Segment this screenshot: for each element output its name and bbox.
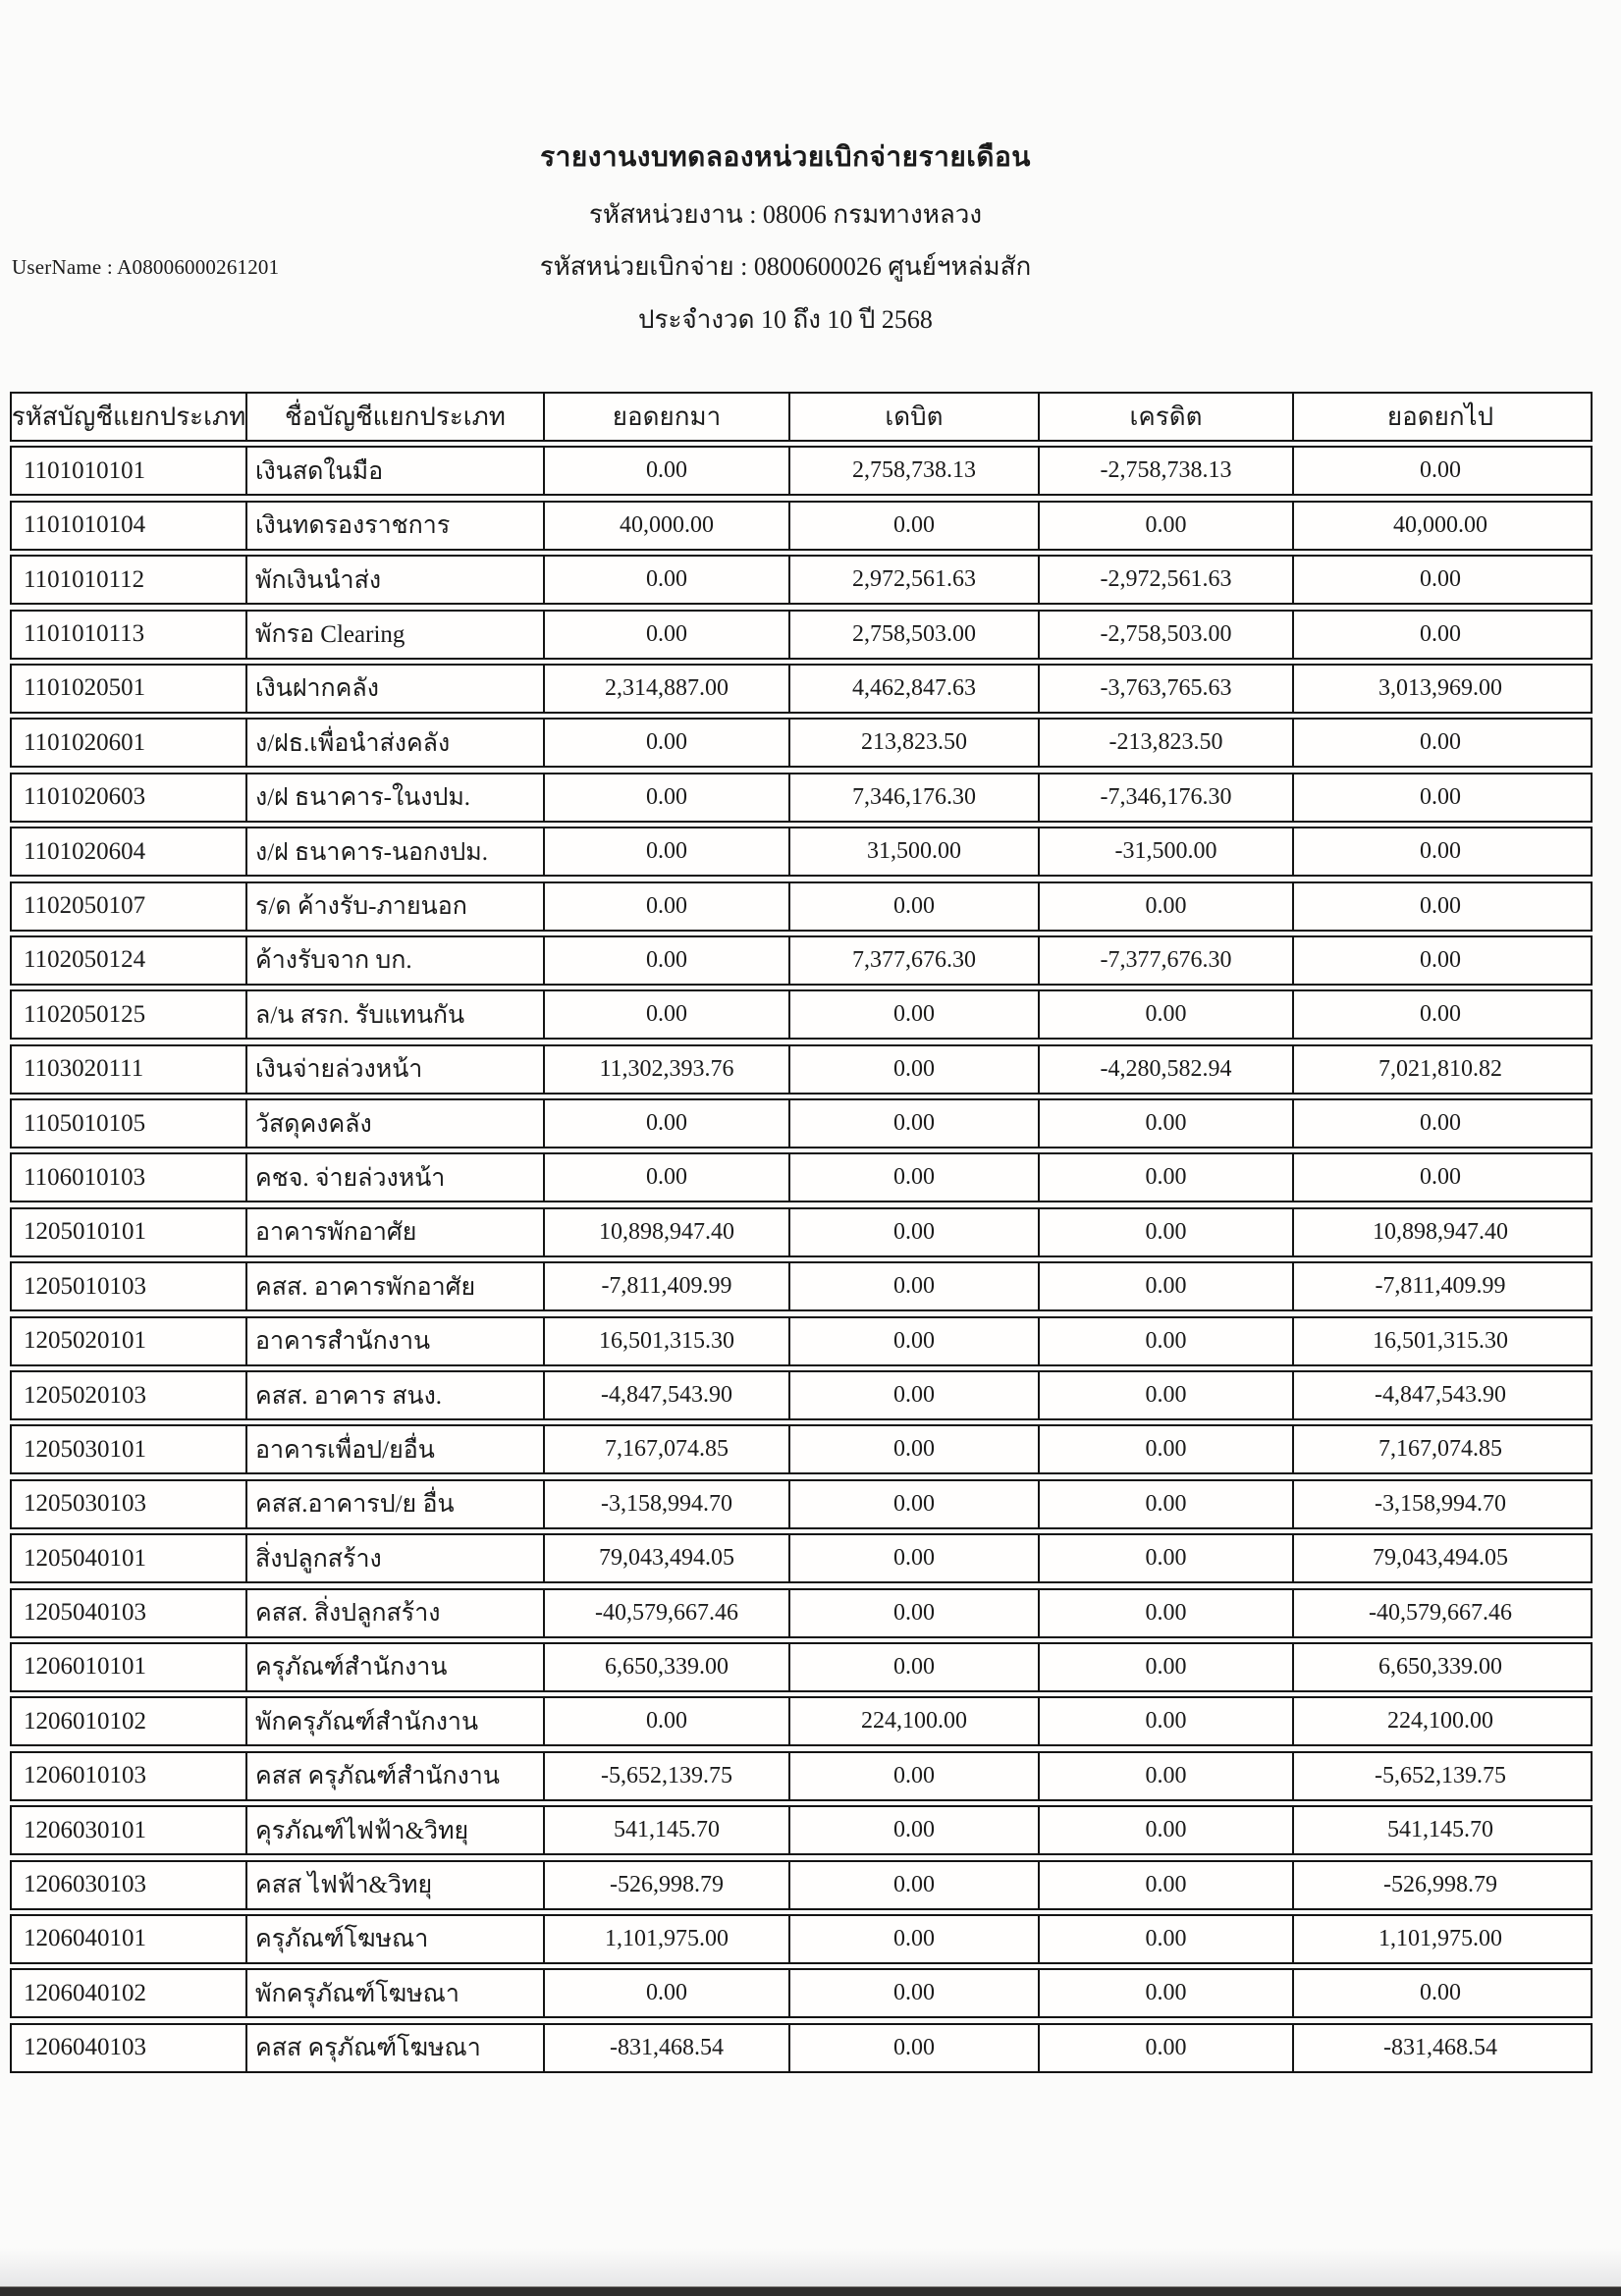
debit-cell: 0.00	[788, 1372, 1038, 1418]
credit-cell: 0.00	[1038, 1481, 1292, 1527]
credit-cell: -3,763,765.63	[1038, 666, 1292, 712]
credit-cell: 0.00	[1038, 883, 1292, 930]
carried-forward-cell: 40,000.00	[1292, 503, 1587, 549]
account-code-cell: 1102050107	[24, 892, 146, 920]
debit-cell: 0.00	[788, 1970, 1038, 2016]
debit-cell: 0.00	[788, 1154, 1038, 1201]
debit-cell: 0.00	[788, 1209, 1038, 1255]
credit-cell: 0.00	[1038, 1753, 1292, 1799]
account-code-cell: 1102050124	[24, 946, 146, 974]
account-code-cell: 1103020111	[24, 1055, 144, 1083]
debit-cell: 0.00	[788, 1916, 1038, 1962]
account-name-cell: เงินจ่ายล่วงหน้า	[245, 1046, 543, 1093]
account-name-cell: วัสดุคงคลัง	[245, 1100, 543, 1147]
carried-forward-cell: -5,652,139.75	[1292, 1753, 1587, 1799]
account-name-cell: ง/ฝ ธนาคาร-ในงปม.	[245, 774, 543, 821]
period-line: ประจำงวด 10 ถึง 10 ปี 2568	[638, 305, 933, 334]
carried-forward-cell: 0.00	[1292, 720, 1587, 766]
carried-forward-cell: 541,145.70	[1292, 1807, 1587, 1853]
debit-cell: 0.00	[788, 1481, 1038, 1527]
debit-cell: 0.00	[788, 1100, 1038, 1147]
credit-cell: -213,823.50	[1038, 720, 1292, 766]
account-code-cell: 1205040103	[24, 1599, 146, 1627]
credit-cell: 0.00	[1038, 1426, 1292, 1472]
carried-forward-cell: -526,998.79	[1292, 1862, 1587, 1908]
carried-forward-cell: 6,650,339.00	[1292, 1644, 1587, 1690]
brought-forward-cell: 0.00	[543, 720, 788, 766]
carried-forward-cell: -4,847,543.90	[1292, 1372, 1587, 1418]
table-row	[10, 1424, 1593, 1474]
brought-forward-cell: 16,501,315.30	[543, 1318, 788, 1364]
account-code-cell: 1205020101	[24, 1327, 146, 1355]
brought-forward-cell: 79,043,494.05	[543, 1535, 788, 1581]
credit-cell: 0.00	[1038, 1372, 1292, 1418]
debit-cell: 0.00	[788, 1644, 1038, 1690]
account-name-cell: พักครุภัณฑ์สำนักงาน	[245, 1698, 543, 1744]
brought-forward-cell: 0.00	[543, 991, 788, 1038]
debit-cell: 7,377,676.30	[788, 937, 1038, 984]
table-row	[10, 827, 1593, 877]
account-name-cell: คสส.อาคารป/ย อื่น	[245, 1481, 543, 1527]
table-row	[10, 1207, 1593, 1257]
carried-forward-cell: 0.00	[1292, 448, 1587, 494]
account-name-cell: ครุภัณฑ์สำนักงาน	[245, 1644, 543, 1690]
account-name-cell: ค้างรับจาก บก.	[245, 937, 543, 984]
credit-cell: -4,280,582.94	[1038, 1046, 1292, 1093]
carried-forward-cell: 0.00	[1292, 1154, 1587, 1201]
credit-cell: 0.00	[1038, 1807, 1292, 1853]
debit-cell: 0.00	[788, 1753, 1038, 1799]
column-header-debit: เดบิต	[788, 394, 1038, 440]
table-row	[10, 1642, 1593, 1692]
credit-cell: -2,758,738.13	[1038, 448, 1292, 494]
table-row	[10, 501, 1593, 551]
table-row	[10, 1370, 1593, 1420]
account-name-cell: คสส ครุภัณฑ์โฆษณา	[245, 2025, 543, 2071]
table-row	[10, 1044, 1593, 1095]
account-code-cell: 1205010101	[24, 1218, 146, 1246]
table-row	[10, 1261, 1593, 1311]
account-code-cell: 1206040103	[24, 2034, 146, 2061]
account-name-cell: คชจ. จ่ายล่วงหน้า	[245, 1154, 543, 1201]
account-name-cell: เงินฝากคลัง	[245, 666, 543, 712]
account-code-cell: 1206040101	[24, 1925, 146, 1952]
table-body	[10, 446, 1593, 2072]
brought-forward-cell: -526,998.79	[543, 1862, 788, 1908]
debit-cell: 0.00	[788, 991, 1038, 1038]
debit-cell: 0.00	[788, 883, 1038, 930]
account-name-cell: คุรภัณฑ์ไฟฟ้า&วิทยุ	[245, 1807, 543, 1853]
debit-cell: 31,500.00	[788, 828, 1038, 875]
debit-cell: 2,758,503.00	[788, 612, 1038, 658]
account-name-cell: พักเงินนำส่ง	[245, 557, 543, 603]
account-code-cell: 1205040101	[24, 1544, 146, 1572]
carried-forward-cell: -3,158,994.70	[1292, 1481, 1587, 1527]
carried-forward-cell: 3,013,969.00	[1292, 666, 1587, 712]
account-name-cell: อาคารเพื่อป/ยอื่น	[245, 1426, 543, 1472]
credit-cell: 0.00	[1038, 1154, 1292, 1201]
carried-forward-cell: 0.00	[1292, 1970, 1587, 2016]
debit-cell: 2,758,738.13	[788, 448, 1038, 494]
account-code-cell: 1206030103	[24, 1871, 146, 1898]
account-code-cell: 1206030101	[24, 1816, 146, 1843]
brought-forward-cell: 6,650,339.00	[543, 1644, 788, 1690]
debit-cell: 0.00	[788, 1318, 1038, 1364]
table-row	[10, 881, 1593, 932]
column-header-brought-forward: ยอดยกมา	[543, 394, 788, 440]
column-header-account-name: ชื่อบัญชีแยกประเภท	[245, 394, 543, 440]
table-row	[10, 1533, 1593, 1583]
column-header-credit: เครดิต	[1038, 394, 1292, 440]
credit-cell: 0.00	[1038, 1590, 1292, 1636]
debit-cell: 0.00	[788, 1046, 1038, 1093]
brought-forward-cell: -3,158,994.70	[543, 1481, 788, 1527]
account-name-cell: เงินทดรองราชการ	[245, 503, 543, 549]
debit-cell: 213,823.50	[788, 720, 1038, 766]
scan-shadow-artifact	[0, 2248, 1621, 2287]
account-code-cell: 1205020103	[24, 1381, 146, 1409]
account-name-cell: คสส ไฟฟ้า&วิทยุ	[245, 1862, 543, 1908]
debit-cell: 0.00	[788, 1862, 1038, 1908]
account-name-cell: ง/ฝ ธนาคาร-นอกงปม.	[245, 828, 543, 875]
table-row	[10, 989, 1593, 1040]
table-row	[10, 610, 1593, 660]
credit-cell: 0.00	[1038, 503, 1292, 549]
carried-forward-cell: 0.00	[1292, 991, 1587, 1038]
credit-cell: 0.00	[1038, 1644, 1292, 1690]
brought-forward-cell: 0.00	[543, 1698, 788, 1744]
credit-cell: 0.00	[1038, 1318, 1292, 1364]
table-row	[10, 1479, 1593, 1529]
account-name-cell: ง/ฝธ.เพื่อนำส่งคลัง	[245, 720, 543, 766]
account-name-cell: ล/น สรก. รับแทนกัน	[245, 991, 543, 1038]
account-name-cell: ครุภัณฑ์โฆษณา	[245, 1916, 543, 1962]
brought-forward-cell: -5,652,139.75	[543, 1753, 788, 1799]
account-name-cell: คสส ครุภัณฑ์สำนักงาน	[245, 1753, 543, 1799]
credit-cell: 0.00	[1038, 2025, 1292, 2071]
debit-cell: 2,972,561.63	[788, 557, 1038, 603]
trial-balance-table	[10, 392, 1593, 2077]
credit-cell: 0.00	[1038, 1535, 1292, 1581]
column-header-account-code: รหัสบัญชีแยกประเภท	[12, 402, 245, 431]
scanner-edge-artifact	[0, 2286, 1621, 2296]
table-row	[10, 935, 1593, 986]
credit-cell: -7,346,176.30	[1038, 774, 1292, 821]
carried-forward-cell: 79,043,494.05	[1292, 1535, 1587, 1581]
debit-cell: 0.00	[788, 1263, 1038, 1309]
account-name-cell: พักรอ Clearing	[245, 612, 543, 658]
table-row	[10, 1696, 1593, 1746]
brought-forward-cell: -831,468.54	[543, 2025, 788, 2071]
username-label: UserName : A08006000261201	[12, 255, 280, 279]
account-code-cell: 1101010112	[24, 565, 145, 593]
credit-cell: 0.00	[1038, 1263, 1292, 1309]
carried-forward-cell: 16,501,315.30	[1292, 1318, 1587, 1364]
carried-forward-cell: 10,898,947.40	[1292, 1209, 1587, 1255]
brought-forward-cell: 0.00	[543, 557, 788, 603]
credit-cell: 0.00	[1038, 1209, 1292, 1255]
debit-cell: 0.00	[788, 1426, 1038, 1472]
carried-forward-cell: 224,100.00	[1292, 1698, 1587, 1744]
account-name-cell: เงินสดในมือ	[245, 448, 543, 494]
carried-forward-cell: 1,101,975.00	[1292, 1916, 1587, 1962]
credit-cell: 0.00	[1038, 1916, 1292, 1962]
brought-forward-cell: 7,167,074.85	[543, 1426, 788, 1472]
carried-forward-cell: 7,021,810.82	[1292, 1046, 1587, 1093]
table-row	[10, 718, 1593, 768]
table-row	[10, 1588, 1593, 1638]
account-name-cell: สิ่งปลูกสร้าง	[245, 1535, 543, 1581]
brought-forward-cell: 10,898,947.40	[543, 1209, 788, 1255]
table-row	[10, 1860, 1593, 1910]
table-row	[10, 555, 1593, 605]
credit-cell: 0.00	[1038, 1862, 1292, 1908]
debit-cell: 0.00	[788, 1535, 1038, 1581]
brought-forward-cell: -4,847,543.90	[543, 1372, 788, 1418]
brought-forward-cell: 1,101,975.00	[543, 1916, 788, 1962]
carried-forward-cell: 0.00	[1292, 612, 1587, 658]
account-code-cell: 1205030103	[24, 1490, 146, 1518]
account-code-cell: 1205010103	[24, 1272, 146, 1300]
table-row	[10, 1098, 1593, 1148]
brought-forward-cell: -40,579,667.46	[543, 1590, 788, 1636]
brought-forward-cell: 0.00	[543, 1154, 788, 1201]
brought-forward-cell: 0.00	[543, 828, 788, 875]
brought-forward-cell: 0.00	[543, 1100, 788, 1147]
account-code-cell: 1101010101	[24, 456, 146, 484]
account-code-cell: 1206010103	[24, 1762, 146, 1789]
table-row	[10, 446, 1593, 496]
credit-cell: -31,500.00	[1038, 828, 1292, 875]
table-row	[10, 664, 1593, 714]
account-code-cell: 1101020604	[24, 837, 146, 865]
table-row	[10, 773, 1593, 823]
brought-forward-cell: 40,000.00	[543, 503, 788, 549]
table-row	[10, 1316, 1593, 1366]
account-name-cell: อาคารพักอาศัย	[245, 1209, 543, 1255]
account-code-cell: 1105010105	[24, 1109, 146, 1137]
account-code-cell: 1101020601	[24, 728, 146, 756]
debit-cell: 7,346,176.30	[788, 774, 1038, 821]
carried-forward-cell: 0.00	[1292, 883, 1587, 930]
credit-cell: -2,972,561.63	[1038, 557, 1292, 603]
account-code-cell: 1102050125	[24, 1000, 146, 1028]
carried-forward-cell: 7,167,074.85	[1292, 1426, 1587, 1472]
credit-cell: 0.00	[1038, 1100, 1292, 1147]
brought-forward-cell: 0.00	[543, 612, 788, 658]
brought-forward-cell: 2,314,887.00	[543, 666, 788, 712]
account-code-cell: 1106010103	[24, 1163, 146, 1191]
brought-forward-cell: 541,145.70	[543, 1807, 788, 1853]
carried-forward-cell: 0.00	[1292, 828, 1587, 875]
account-name-cell: คสส. สิ่งปลูกสร้าง	[245, 1590, 543, 1636]
carried-forward-cell: -7,811,409.99	[1292, 1263, 1587, 1309]
carried-forward-cell: 0.00	[1292, 774, 1587, 821]
account-code-cell: 1101020603	[24, 783, 146, 811]
table-row	[10, 2023, 1593, 2073]
account-name-cell: ร/ด ค้างรับ-ภายนอก	[245, 883, 543, 930]
carried-forward-cell: 0.00	[1292, 1100, 1587, 1147]
account-name-cell: คสส. อาคาร สนง.	[245, 1372, 543, 1418]
account-code-cell: 1101010113	[24, 620, 145, 648]
debit-cell: 0.00	[788, 1807, 1038, 1853]
account-code-cell: 1206040102	[24, 1979, 146, 2006]
brought-forward-cell: 0.00	[543, 774, 788, 821]
table-header-row	[10, 392, 1593, 442]
credit-cell: -2,758,503.00	[1038, 612, 1292, 658]
debit-cell: 0.00	[788, 503, 1038, 549]
credit-cell: 0.00	[1038, 991, 1292, 1038]
carried-forward-cell: -40,579,667.46	[1292, 1590, 1587, 1636]
report-title: รายงานงบทดลองหน่วยเบิกจ่ายรายเดือน	[540, 142, 1031, 173]
table-row	[10, 1968, 1593, 2018]
account-code-cell: 1206010101	[24, 1653, 146, 1681]
account-code-cell: 1205030101	[24, 1435, 146, 1463]
credit-cell: 0.00	[1038, 1698, 1292, 1744]
brought-forward-cell: 0.00	[543, 448, 788, 494]
debit-cell: 0.00	[788, 1590, 1038, 1636]
account-code-cell: 1101010104	[24, 511, 146, 539]
column-header-carried-forward: ยอดยกไป	[1292, 394, 1587, 440]
debit-cell: 4,462,847.63	[788, 666, 1038, 712]
debit-cell: 224,100.00	[788, 1698, 1038, 1744]
brought-forward-cell: 0.00	[543, 883, 788, 930]
carried-forward-cell: 0.00	[1292, 937, 1587, 984]
brought-forward-cell: -7,811,409.99	[543, 1263, 788, 1309]
account-code-cell: 1101020501	[24, 674, 146, 702]
account-name-cell: อาคารสำนักงาน	[245, 1318, 543, 1364]
disbursement-code-line: รหัสหน่วยเบิกจ่าย : 0800600026 ศูนย์ฯหล่มสัก	[539, 252, 1032, 281]
carried-forward-cell: 0.00	[1292, 557, 1587, 603]
credit-cell: 0.00	[1038, 1970, 1292, 2016]
table-row	[10, 1805, 1593, 1855]
brought-forward-cell: 0.00	[543, 1970, 788, 2016]
table-row	[10, 1152, 1593, 1202]
table-row	[10, 1751, 1593, 1801]
credit-cell: -7,377,676.30	[1038, 937, 1292, 984]
carried-forward-cell: -831,468.54	[1292, 2025, 1587, 2071]
debit-cell: 0.00	[788, 2025, 1038, 2071]
brought-forward-cell: 0.00	[543, 937, 788, 984]
account-code-cell: 1206010102	[24, 1707, 146, 1735]
account-name-cell: พักครุภัณฑ์โฆษณา	[245, 1970, 543, 2016]
brought-forward-cell: 11,302,393.76	[543, 1046, 788, 1093]
agency-code-line: รหัสหน่วยงาน : 08006 กรมทางหลวง	[588, 200, 983, 229]
table-row	[10, 1914, 1593, 1964]
account-name-cell: คสส. อาคารพักอาศัย	[245, 1263, 543, 1309]
